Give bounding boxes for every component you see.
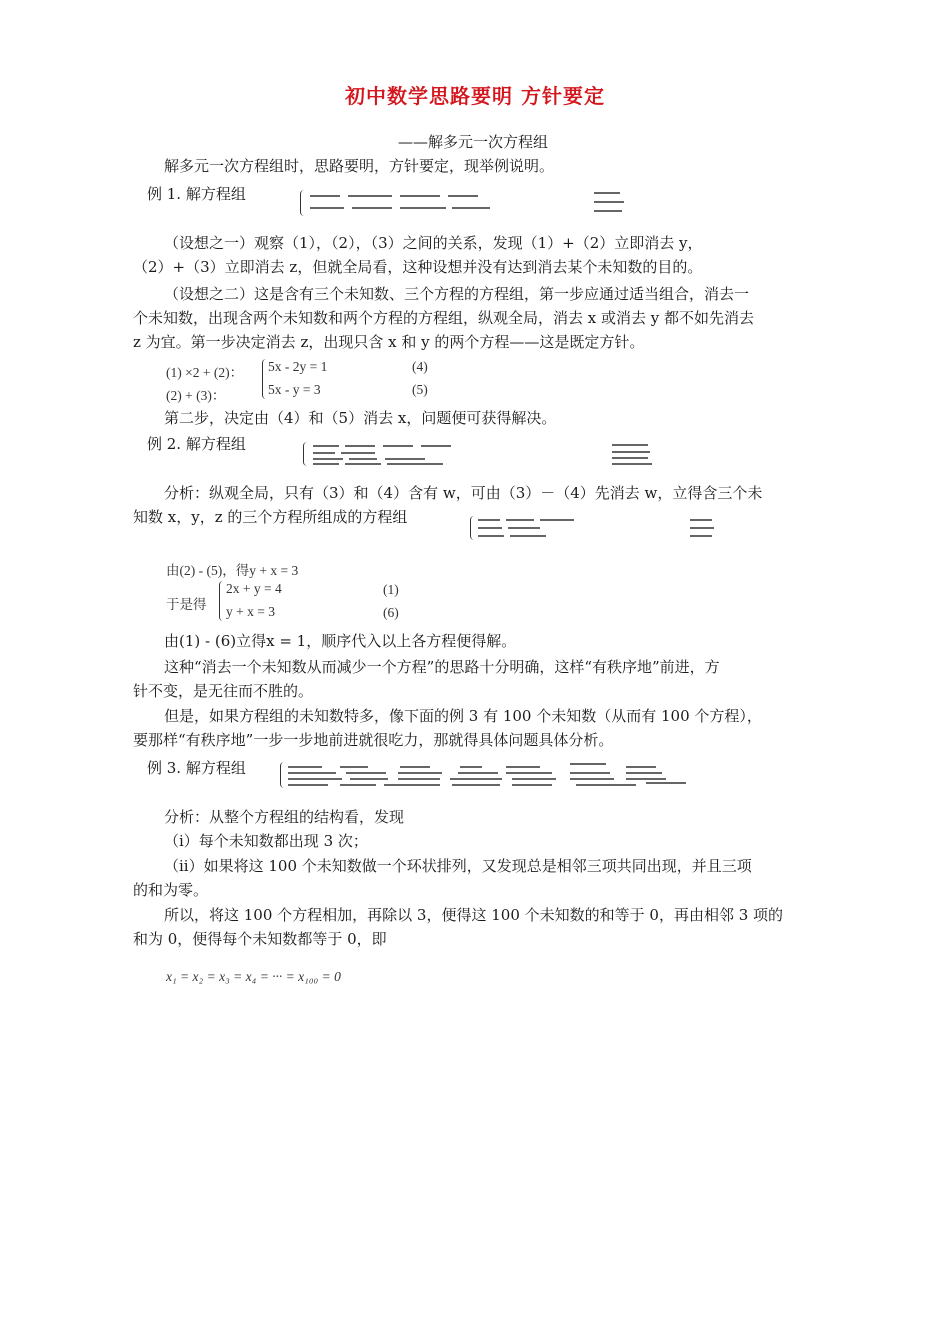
ex3-conclusion-line-1: 所以，将这 100 个方程相加，再除以 3，便得这 100 个未知数的和等于 0，再由相邻 3 项的 (164, 906, 784, 924)
ex2-analysis-line-1: 分析：纵观全局，只有（3）和（4）含有 w，可由（3）－（4）先消去 w，立得含三个未 (164, 484, 763, 502)
idea-2-line-1: （设想之二）这是含有三个未知数、三个方程的方程组，第一步应通过适当组合，消去一 (164, 285, 750, 303)
idea-2-line-2: 个未知数，出现含两个未知数和两个方程的方程组，纵观全局，消去 x 或消去 y 都不如先消去 (133, 309, 755, 327)
ex3-observation-i: （i）每个未知数都出现 3 次； (164, 832, 368, 850)
ex2-equation-6: y + x = 3 (226, 604, 275, 619)
ex1-equation-4: 5x - 2y = 1 (268, 359, 328, 374)
ex2-reduced-system-numbers (688, 516, 718, 540)
example-3-label: 例 3. 解方程组 (147, 759, 246, 777)
ex3-conclusion-line-2: 和为 0，便得每个未知数都等于 0，即 (133, 930, 387, 948)
ex3-final-equation: x₁ = x₂ = x₃ = x₄ = ··· = x₁₀₀ = 0 (166, 969, 341, 984)
ex1-equation-5: 5x - y = 3 (268, 382, 321, 397)
example-2-label: 例 2. 解方程组 (147, 435, 246, 453)
ex2-equation-1: 2x + y = 4 (226, 581, 282, 596)
ex2-reduced-system-image (470, 516, 580, 540)
ex3-observation-ii-line-1: （ii）如果将这 100 个未知数做一个环状排列，又发现总是相邻三项共同出现，并且三项 (164, 857, 752, 875)
ex1-derivation-label-2: (2) + (3)： (166, 388, 226, 403)
ex2-so-label: 于是得 (166, 597, 207, 612)
page-title: 初中数学思路要明 方针要定 (345, 84, 605, 108)
ex2-from-line: 由(2) - (5)，得y + x = 3 (166, 563, 299, 578)
example-1-equation-numbers (592, 190, 628, 216)
ex3-analysis: 分析：从整个方程组的结构看，发现 (164, 808, 405, 826)
ex1-equation-4-number: (4) (412, 359, 428, 374)
subtitle: ——解多元一次方程组 (398, 133, 549, 151)
example-2-equation-image (303, 442, 453, 466)
example-1-label: 例 1. 解方程组 (147, 185, 246, 203)
idea-1-line-1: （设想之一）观察（1），（2），（3）之间的关系，发现（1）+（2）立即消去 y， (164, 234, 703, 252)
ex2-equation-6-number: (6) (383, 605, 399, 620)
example-2-equation-numbers (608, 442, 654, 466)
intro-paragraph: 解多元一次方程组时，思路要明，方针要定，现举例说明。 (164, 157, 555, 175)
ex2-system-brace (219, 581, 224, 621)
step-2-text: 第二步，决定由（4）和（5）消去 x，问题便可获得解决。 (164, 409, 557, 427)
idea-1-line-2: （2）+（3）立即消去 z，但就全局看，这种设想并没有达到消去某个未知数的目的。 (133, 258, 703, 276)
discussion-2-line-2: 要那样“有秩序地”一步一步地前进就很吃力，那就得具体问题具体分析。 (133, 731, 614, 749)
ex1-equation-5-number: (5) (412, 382, 428, 397)
ex1-derivation-label-1: (1) ×2 + (2)： (166, 365, 244, 380)
discussion-1-line-1: 这种“消去一个未知数从而减少一个方程”的思路十分明确，这样“有秩序地”前进，方 (164, 658, 720, 676)
discussion-1-line-2: 针不变，是无往而不胜的。 (133, 682, 314, 700)
ex3-observation-ii-line-2: 的和为零。 (133, 881, 209, 899)
example-3-equation-image (280, 762, 700, 788)
ex2-analysis-line-2: 知数 x，y，z 的三个方程所组成的方程组 (133, 508, 408, 526)
ex1-system-brace (262, 359, 267, 399)
idea-2-line-3: z 为宜。第一步决定消去 z，出现只含 x 和 y 的两个方程——这是既定方针。 (133, 333, 645, 351)
ex2-equation-1-number: (1) (383, 582, 399, 597)
example-1-equation-image (300, 190, 500, 216)
ex2-result: 由(1) - (6)立得x = 1，顺序代入以上各方程便得解。 (164, 632, 517, 650)
discussion-2-line-1: 但是，如果方程组的未知数特多，像下面的例 3 有 100 个未知数（从而有 100 个方程）， (164, 707, 762, 725)
